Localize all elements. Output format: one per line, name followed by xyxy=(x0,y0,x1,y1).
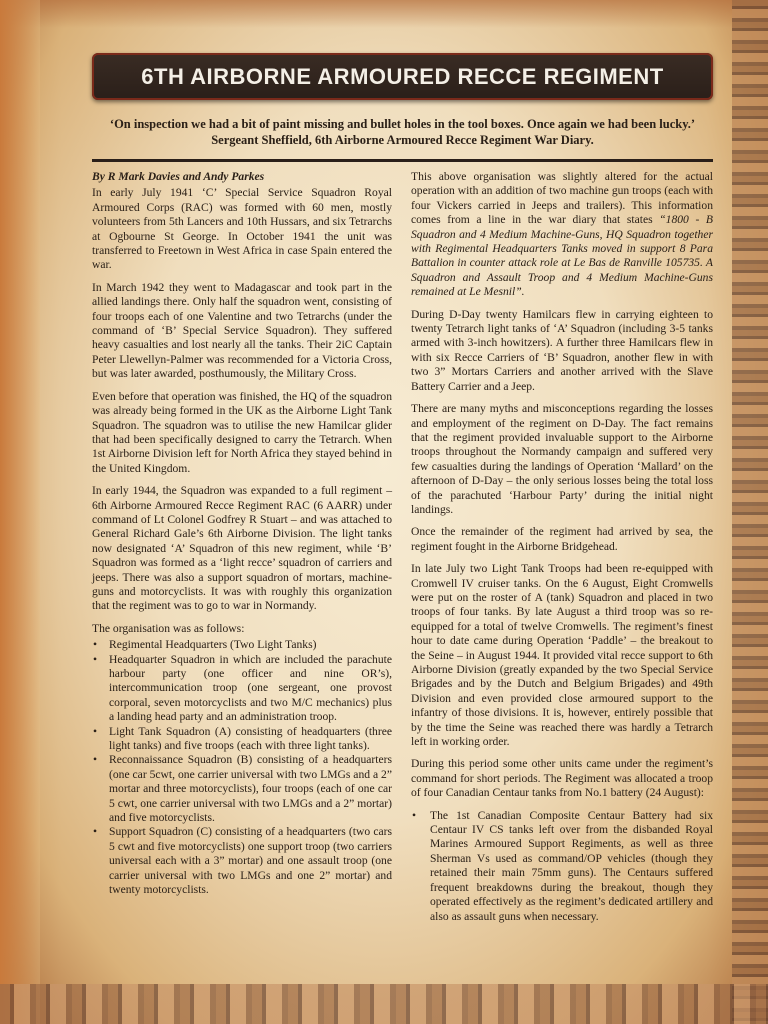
paragraph: During D-Day twenty Hamilcars flew in carrying eighteen to twenty Tetrarch light tanks of ‘A’ Squadron (including 3-5 tanks armed with 3-inch howitzers). A further three Hamilcars flew in with six Recce Carriers of ‘B’ Squadron, another flew in with two 3” Mortars Carriers and another arrived with the Slave Battery Carrier and a Jeep. xyxy=(411,307,713,393)
bottom-edge-decoration xyxy=(0,984,768,1024)
byline: By R Mark Davies and Andy Parkes xyxy=(92,170,265,183)
paragraph: The organisation was as follows: xyxy=(92,621,245,635)
top-edge-decoration xyxy=(0,0,768,28)
organisation-list xyxy=(92,638,392,897)
paragraph: There are many myths and misconceptions regarding the losses and employment of the regiment on D-Day. The fact remains that the regiment provided invaluable support to the Airborne troops throughout the Normandy campaign and suffered very few casualties during the landings of Operation ‘Mallard’ on the afternoon of D-Day – the only serious losses being the total loss of the parachuted ‘Harbour Party’ during the initial night landings. xyxy=(411,402,713,516)
paragraph: In early July 1941 ‘C’ Special Service Squadron Royal Armoured Corps (RAC) was formed with 60 men, mostly volunteers from 5th Lancers and 10th Hussars, and six Tetrarchs at Ogbourne St George. In October 1941 the unit was transferred to Freetown in West Africa in case Spain entered the war. xyxy=(92,186,392,272)
left-column xyxy=(92,170,392,898)
quote-attribution: Sergeant Sheffield, 6th Airborne Armoured Recce Regiment War Diary. xyxy=(211,133,594,147)
paragraph: Once the remainder of the regiment had arrived by sea, the regiment fought in the Airborne Bridgehead. xyxy=(411,525,713,553)
left-edge-decoration xyxy=(0,0,40,1024)
paragraph: Even before that operation was finished, the HQ of the squadron was already being formed in the UK as the Airborne Light Tank Squadron. The squadron was to utilise the new Hamilcar glider that had been specifically designed to carry the Tetrarch. When 1st Airborne Division left for North Africa they stayed behind in the United Kingdom. xyxy=(92,389,392,475)
paragraph xyxy=(411,170,713,300)
paragraph: In early 1944, the Squadron was expanded to a full regiment – 6th Airborne Armoured Recce Regiment RAC (6 AARR) under command of Lt Colonel Godfrey R Stuart – and was attached to General Richard Gale’s 6th Airborne Division. The light tanks now designated ‘A’ Squadron of this new regiment, while ‘B’ Squadron was formed as a ‘light recce’ squadron of carriers and jeeps. There was also a support squadron of mortars, machine-guns and motorcyclists. It was with roughly this organization that the regiment was to go to war in Normandy. xyxy=(92,484,392,613)
right-column xyxy=(411,170,713,924)
list-item: • Regimental Headquarters (Two Light Tanks) xyxy=(92,638,392,652)
centaur-list xyxy=(411,809,713,924)
title-banner xyxy=(92,53,713,100)
list-item: • Reconnaissance Squadron (B) consisting of a headquarters (one car 5cwt, one carrier universal with two LMGs and a 2” mortar and three motorcyclists), four troops (each of one car 5 cwt, one carrier universal with two LMGs and a 2” mortar) and five motorcyclists. xyxy=(92,753,392,825)
quote-text: ‘On inspection we had a bit of paint missing and bullet holes in the tool boxes. Once again we had been lucky.’ xyxy=(109,117,696,131)
divider-rule xyxy=(92,159,713,162)
paragraph-text: This above organisation was slightly altered for the actual operation with an addition of two machine gun troops (each with four Vickers carried in Jeeps and trailers). This information comes from a line in the war diary that states xyxy=(411,170,713,227)
paragraph: In late July two Light Tank Troops had been re-equipped with Cromwell IV cruiser tanks. On the 6 August, Eight Cromwells were put on the roster of A (tank) Squadron and placed in two troops of four tanks. By late August a third troop was so re-equipped for a total of twelve Cromwells. The regiment’s finest hour to date came during Operation ‘Paddle’ – the breakout to the Seine – in August 1944. It provided vital recce support to 6th Airborne Division (greatly expanded by the two Special Service Brigades and by the Dutch and Belgium Brigades) and 49th Division and even provided close armoured support to the infantry of those divisions. It is, however, entirely possible that by the time the Seine was reached there was hardly a Tetrarch left in working order. xyxy=(411,562,713,749)
paragraph: During this period some other units came under the regiment’s command for short periods. The Regiment was allocated a troop of four Canadian Centaur tanks from No.1 battery (24 August): xyxy=(411,757,713,800)
list-item: • Support Squadron (C) consisting of a headquarters (two cars 5 cwt and five motorcyclists) one support troop (two carriers universal each with a 3” mortar) and one assault troop (one carrier universal with two LMGs and one 2” mortar) and twenty motorcyclists. xyxy=(92,825,392,897)
epigraph-quote xyxy=(92,116,713,148)
paragraph: In March 1942 they went to Madagascar and took part in the allied landings there. Only half the squadron went, consisting of four troops each of one Valentine and two Tetrarchs (under the command of ‘B’ Special Service Squadron). They suffered heavy casualties and lost nearly all the tanks. Their 2iC Captain Peter Llewellyn-Palmer was recommended for a Victoria Cross, but was later awarded, posthumously, the Military Cross. xyxy=(92,280,392,381)
war-diary-quote: “1800 - B Squadron and 4 Medium Machine-Guns, HQ Squadron together with Regimental Headquarters Tanks moved in support 8 Para Battalion in counter attack role at Le Bas de Ranville 105735. A Squadron and Assault Troop and 4 Medium Machine-Guns remained at Le Mesnil”. xyxy=(411,213,713,299)
list-item: • Light Tank Squadron (A) consisting of headquarters (three light tanks) and five troops (each with three light tanks). xyxy=(92,725,392,754)
list-item: • Headquarter Squadron in which are included the parachute harbour party (one officer and nine OR’s), intercommunication troop (one sergeant, one provost corporal, seven motorcyclists and two M/C mechanics) plus a landing head party and an administration troop. xyxy=(92,653,392,725)
list-item: • The 1st Canadian Composite Centaur Battery had six Centaur IV CS tanks left over from the disbanded Royal Marines Armoured Support Regiments, as well as three Sherman Vs used as command/OP vehicles (though they retained their main 75mm guns). The Centaurs suffered frequent breakdowns during the breakout, though they operated effectively as the regiment’s dedicated artillery and also as assault guns when necessary. xyxy=(411,809,713,924)
right-edge-decoration xyxy=(732,0,768,1024)
page-title: 6TH AIRBORNE ARMOURED RECCE REGIMENT xyxy=(141,63,664,89)
